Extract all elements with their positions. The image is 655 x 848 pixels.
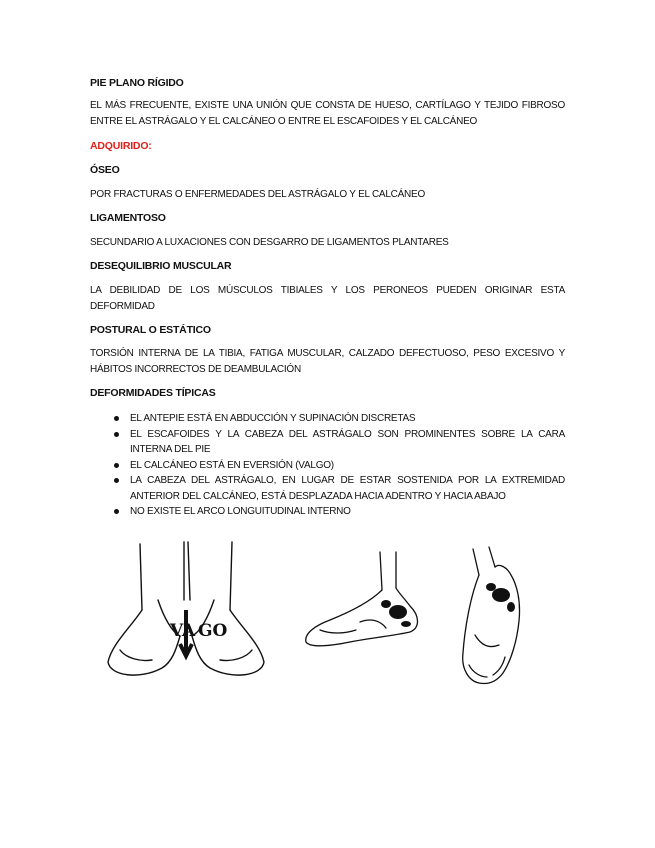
- list-item: NO EXISTE EL ARCO LONGUITUDINAL INTERNO: [90, 504, 565, 520]
- flatfoot-plantar-illustration: [455, 545, 535, 690]
- paragraph-postural-estatico: TORSIÓN INTERNA DE LA TIBIA, FATIGA MUSCULAR, CALZADO DEFECTUOSO, PESO EXCESIVO Y HÁBITOS INCORRECTOS DE DEAMBULACIÓN: [90, 348, 565, 375]
- valgo-label-right: GO: [198, 621, 228, 641]
- paragraph-desequilibrio-muscular: LA DEBILIDAD DE LOS MÚSCULOS TIBIALES Y LOS PERONEOS PUEDEN ORIGINAR ESTA DEFORMIDAD: [90, 285, 565, 312]
- heading-postural-estatico: POSTURAL O ESTÁTICO: [90, 324, 211, 336]
- bullet-icon: [114, 478, 119, 483]
- bullet-icon: [114, 509, 119, 514]
- bullet-icon: [114, 432, 119, 437]
- paragraph-oseo: POR FRACTURAS O ENFERMEDADES DEL ASTRÁGALO Y EL CALCÁNEO: [90, 189, 425, 200]
- heading-desequilibrio-muscular: DESEQUILIBRIO MUSCULAR: [90, 260, 232, 272]
- list-item: EL ANTEPIE ESTÁ EN ABDUCCIÓN Y SUPINACIÓN DISCRETAS: [90, 411, 565, 427]
- valgus-feet-illustration: [100, 540, 270, 690]
- paragraph-ligamentoso: SECUNDARIO A LUXACIONES CON DESGARRO DE LIGAMENTOS PLANTARES: [90, 237, 449, 248]
- list-item: EL ESCAFOIDES Y LA CABEZA DEL ASTRÁGALO SON PROMINENTES SOBRE LA CARA INTERNA DEL PIE: [90, 427, 565, 458]
- heading-oseo: ÓSEO: [90, 164, 120, 176]
- list-item: EL CALCÁNEO ESTÁ EN EVERSIÓN (VALGO): [90, 458, 565, 474]
- bullet-icon: [114, 463, 119, 468]
- valgo-label-left: VA: [170, 621, 196, 641]
- bullet-icon: [114, 416, 119, 421]
- heading-adquirido: ADQUIRIDO:: [90, 140, 152, 152]
- list-item: LA CABEZA DEL ASTRÁGALO, EN LUGAR DE ESTAR SOSTENIDA POR LA EXTREMIDAD ANTERIOR DEL CALCÁNEO, ESTÁ DESPLAZADA HACIA ADENTRO Y HACIA ABAJO: [90, 473, 565, 504]
- paragraph-pie-plano-rigido: EL MÁS FRECUENTE, EXISTE UNA UNIÓN QUE CONSTA DE HUESO, CARTÍLAGO Y TEJIDO FIBROSO ENTRE EL ASTRÁGALO Y EL CALCÁNEO O ENTRE EL ESCAFOIDES Y EL CALCÁNEO: [90, 100, 565, 127]
- heading-ligamentoso: LIGAMENTOSO: [90, 212, 166, 224]
- deformities-list: [90, 411, 565, 520]
- flatfoot-side-illustration: [300, 550, 430, 660]
- heading-pie-plano-rigido: PIE PLANO RÍGIDO: [90, 77, 184, 89]
- heading-deformidades-tipicas: DEFORMIDADES TÍPICAS: [90, 387, 216, 399]
